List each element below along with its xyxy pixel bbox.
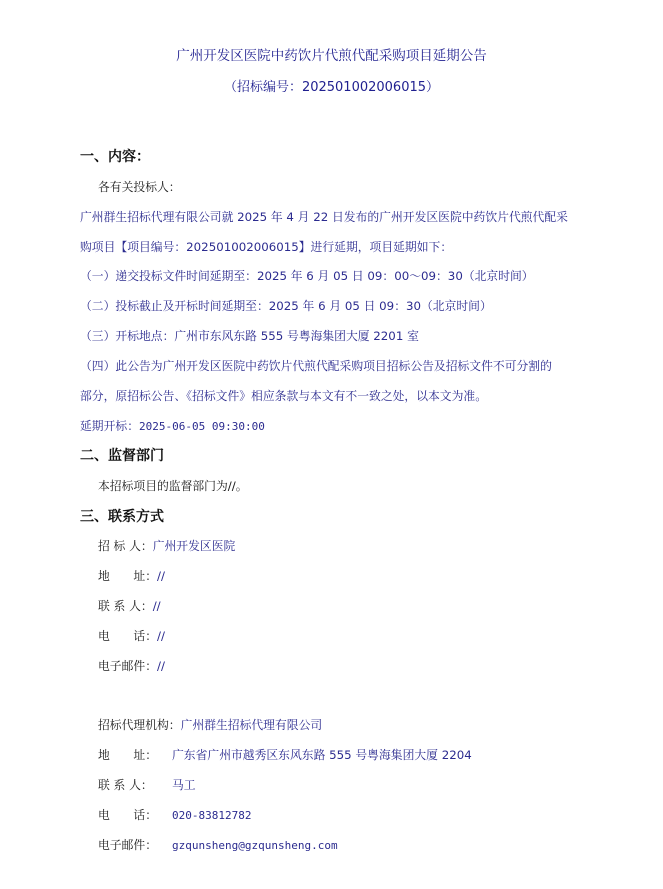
field-label: 电子邮件：: [98, 838, 157, 852]
agency-address-row: [98, 746, 472, 763]
field-label: 联 系 人：: [98, 778, 153, 792]
field-value: //: [157, 569, 165, 583]
field-value: 广州群生招标代理有限公司: [180, 718, 323, 732]
field-value: 马工: [172, 778, 196, 792]
field-value: 020-83812782: [172, 809, 252, 822]
field-label: 招标代理机构：: [98, 718, 181, 732]
agency-phone-row: [98, 806, 251, 823]
tenderer-contact-row: [98, 597, 161, 614]
agency-email-row: [98, 836, 338, 853]
supervision-text: 本招标项目的监督部门为//。: [98, 479, 248, 493]
field-value: //: [157, 629, 165, 643]
field-value: 广州开发区医院: [152, 539, 236, 553]
tenderer-phone-row: [98, 627, 165, 644]
item-deadline-time: （二）投标截止及开标时间延期至：2025 年 6 月 05 日 09：30（北京时间）: [80, 299, 492, 313]
field-label: 招 标 人：: [98, 539, 153, 553]
item-submission-time: （一）递交投标文件时间延期至：2025 年 6 月 05 日 09：00～09：30（北京时间）: [80, 269, 534, 283]
field-label: 联 系 人：: [98, 599, 153, 613]
tenderer-email-row: [98, 657, 165, 674]
agency-name-row: [98, 716, 322, 733]
delayed-opening: [80, 417, 265, 434]
field-value: 广东省广州市越秀区东风东路 555 号粤海集团大厦 2204: [172, 748, 472, 762]
email-link[interactable]: gzqunsheng@gzqunsheng.com: [172, 839, 338, 852]
field-value: //: [157, 659, 165, 673]
field-label: 地 址：: [98, 569, 157, 583]
tenderer-name-row: [98, 537, 235, 554]
delay-value: 2025-06-05 09:30:00: [139, 420, 265, 433]
greeting: 各有关投标人：: [98, 180, 181, 194]
document-title: 广州开发区医院中药饮片代煎代配采购项目延期公告: [176, 48, 487, 64]
item-opening-location: （三）开标地点：广州市东风东路 555 号粤海集团大厦 2201 室: [80, 329, 419, 343]
item-notice-line: （四）此公告为广州开发区医院中药饮片代煎代配采购项目招标公告及招标文件不可分割的: [80, 359, 552, 373]
item-notice-line: 部分，原招标公告、《招标文件》相应条款与本文有不一致之处，以本文为准。: [80, 389, 487, 403]
tenderer-address-row: [98, 567, 165, 584]
field-label: 电 话：: [98, 629, 157, 643]
field-label: 电子邮件：: [98, 659, 157, 673]
field-label: 电 话：: [98, 808, 157, 822]
paragraph-line: 广州群生招标代理有限公司就 2025 年 4 月 22 日发布的广州开发区医院中药饮片代煎代配采: [80, 210, 568, 224]
section-contact-heading: 三、联系方式: [80, 509, 164, 525]
paragraph-line: 购项目【项目编号：202501002006015】进行延期，项目延期如下：: [80, 240, 453, 254]
section-content-heading: 一、内容：: [80, 149, 150, 165]
field-value: //: [152, 599, 161, 613]
delay-label: 延期开标：: [80, 419, 139, 433]
field-label: 地 址：: [98, 748, 157, 762]
tender-code-line: （招标编号：202501002006015）: [223, 80, 440, 95]
section-supervision-heading: 二、监督部门: [80, 448, 164, 464]
agency-contact-row: [98, 776, 196, 793]
